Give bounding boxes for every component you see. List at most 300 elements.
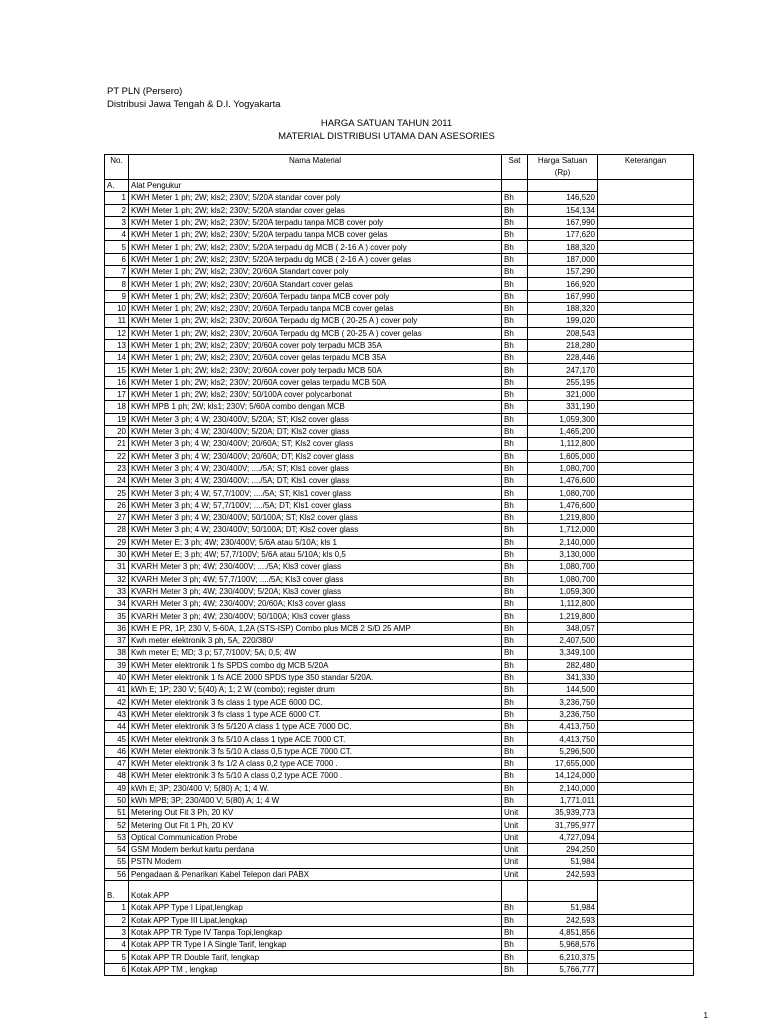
- item-unit-price: 31,795,977: [528, 819, 598, 831]
- table-row: [105, 475, 694, 487]
- item-keterangan: [598, 253, 694, 265]
- item-material-name: kWh E; 3P; 230/400 V; 5(80) A; 1; 4 W.: [129, 782, 502, 794]
- table-row: [105, 868, 694, 880]
- item-unit-price: 3,349,100: [528, 647, 598, 659]
- item-unit-price: 166,920: [528, 278, 598, 290]
- item-material-name: Optical Communication Probe: [129, 831, 502, 843]
- item-unit-price: 247,170: [528, 364, 598, 376]
- item-keterangan: [598, 721, 694, 733]
- item-keterangan: [598, 939, 694, 951]
- item-unit: Bh: [502, 548, 528, 560]
- table-body: [105, 180, 694, 976]
- item-material-name: KWH Meter 1 ph; 2W; kls2; 230V; 20/60A Standart cover poly: [129, 266, 502, 278]
- table-row: [105, 450, 694, 462]
- item-unit: Bh: [502, 425, 528, 437]
- item-material-name: Kwh meter E; MD; 3 p; 57,7/100V; 5A; 0,5; 4W: [129, 647, 502, 659]
- item-number: 6: [105, 253, 129, 265]
- header-nama-material: Nama Material: [129, 155, 502, 168]
- item-number: 49: [105, 782, 129, 794]
- empty-cell: [502, 890, 528, 902]
- item-material-name: KWH Meter 1 ph; 2W; kls2; 230V; 20/60A Terpadu dg MCB ( 20-25 A ) cover poly: [129, 315, 502, 327]
- item-number: 26: [105, 499, 129, 511]
- item-number: 10: [105, 302, 129, 314]
- item-unit: Bh: [502, 327, 528, 339]
- item-material-name: KWH Meter 1 ph; 2W; kls2; 230V; 20/60A cover poly terpadu MCB 35A: [129, 339, 502, 351]
- table-row: [105, 302, 694, 314]
- item-unit-price: 282,480: [528, 659, 598, 671]
- item-keterangan: [598, 352, 694, 364]
- item-keterangan: [598, 278, 694, 290]
- item-material-name: KWH Meter 1 ph; 2W; kls2; 230V; 5/20A terpadu tanpa MCB cover poly: [129, 216, 502, 228]
- item-unit-price: 14,124,000: [528, 770, 598, 782]
- item-number: 20: [105, 425, 129, 437]
- table-row: [105, 733, 694, 745]
- header-no: No.: [105, 155, 129, 168]
- table-row: [105, 634, 694, 646]
- item-keterangan: [598, 794, 694, 806]
- item-unit: Bh: [502, 192, 528, 204]
- page-number: 1: [703, 1011, 708, 1020]
- item-unit: Bh: [502, 475, 528, 487]
- item-material-name: KWH Meter 1 ph; 2W; kls2; 230V; 20/60A Terpadu tanpa MCB cover poly: [129, 290, 502, 302]
- item-number: 47: [105, 757, 129, 769]
- item-material-name: KVARH Meter 3 ph; 4W; 230/400V; 20/60A; Kls3 cover glass: [129, 598, 502, 610]
- item-unit: Bh: [502, 794, 528, 806]
- item-unit-price: 2,140,000: [528, 536, 598, 548]
- item-material-name: KWH Meter 1 ph; 2W; kls2; 230V; 20/60A cover gelas terpadu MCB 35A: [129, 352, 502, 364]
- item-unit-price: 228,446: [528, 352, 598, 364]
- item-material-name: KWH Meter 3 ph; 4 W; 230/400V; ..../5A; ST; Kls1 cover glass: [129, 462, 502, 474]
- item-unit: Bh: [502, 389, 528, 401]
- table-row: [105, 413, 694, 425]
- item-keterangan: [598, 548, 694, 560]
- item-unit-price: 341,330: [528, 671, 598, 683]
- empty-cell: [502, 880, 528, 890]
- item-keterangan: [598, 671, 694, 683]
- item-number: 19: [105, 413, 129, 425]
- item-keterangan: [598, 561, 694, 573]
- item-keterangan: [598, 807, 694, 819]
- table-row: [105, 951, 694, 963]
- item-number: 12: [105, 327, 129, 339]
- item-keterangan: [598, 512, 694, 524]
- item-number: 55: [105, 856, 129, 868]
- empty-cell: [598, 180, 694, 192]
- table-row: [105, 770, 694, 782]
- table-row: [105, 819, 694, 831]
- item-unit: Bh: [502, 253, 528, 265]
- item-unit: Bh: [502, 438, 528, 450]
- table-row: [105, 229, 694, 241]
- table-row: [105, 401, 694, 413]
- item-unit: Unit: [502, 819, 528, 831]
- item-keterangan: [598, 573, 694, 585]
- item-material-name: Metering Out Fit 1 Ph, 20 KV: [129, 819, 502, 831]
- item-number: 1: [105, 192, 129, 204]
- item-keterangan: [598, 302, 694, 314]
- item-unit: Bh: [502, 561, 528, 573]
- empty-cell: [105, 880, 129, 890]
- item-material-name: KWH MPB 1 ph; 2W; kls1; 230V; 5/60A combo dengan MCB: [129, 401, 502, 413]
- item-unit: Bh: [502, 721, 528, 733]
- table-row: [105, 512, 694, 524]
- item-unit-price: 51,984: [528, 902, 598, 914]
- item-material-name: GSM Modem berkut kartu perdana: [129, 844, 502, 856]
- item-unit: Bh: [502, 499, 528, 511]
- item-unit: Bh: [502, 585, 528, 597]
- table-row: [105, 684, 694, 696]
- empty-cell: [502, 180, 528, 192]
- item-number: 38: [105, 647, 129, 659]
- item-number: 28: [105, 524, 129, 536]
- item-unit: Bh: [502, 782, 528, 794]
- item-number: 53: [105, 831, 129, 843]
- item-number: 29: [105, 536, 129, 548]
- item-unit-price: 17,655,000: [528, 757, 598, 769]
- table-row: [105, 963, 694, 975]
- table-row: [105, 315, 694, 327]
- table-row: [105, 266, 694, 278]
- item-unit-price: 1,465,200: [528, 425, 598, 437]
- item-unit: Bh: [502, 708, 528, 720]
- item-number: 23: [105, 462, 129, 474]
- item-keterangan: [598, 425, 694, 437]
- table-row: [105, 794, 694, 806]
- document-subtitle: MATERIAL DISTRIBUSI UTAMA DAN ASESORIES: [278, 131, 495, 142]
- section-row: [105, 890, 694, 902]
- table-row: [105, 585, 694, 597]
- item-keterangan: [598, 475, 694, 487]
- item-unit-price: 4,413,750: [528, 721, 598, 733]
- header-sat-cont: [502, 167, 528, 180]
- item-material-name: KWH Meter elektronik 3 fs 5/10 A class 0,2 type ACE 7000 .: [129, 770, 502, 782]
- item-unit-price: 167,990: [528, 290, 598, 302]
- item-unit: Unit: [502, 807, 528, 819]
- table-row: [105, 902, 694, 914]
- item-unit: Bh: [502, 914, 528, 926]
- item-keterangan: [598, 856, 694, 868]
- item-keterangan: [598, 401, 694, 413]
- item-unit-price: 1,219,800: [528, 610, 598, 622]
- table-row: [105, 536, 694, 548]
- item-unit-price: 199,020: [528, 315, 598, 327]
- price-table: [104, 154, 694, 976]
- item-number: 3: [105, 926, 129, 938]
- item-material-name: Kotak APP Type I Lipat,lengkap: [129, 902, 502, 914]
- item-material-name: KWH Meter elektronik 3 fs 5/120 A class 1 type ACE 7000 DC.: [129, 721, 502, 733]
- item-material-name: Kotak APP TR Type I A Single Tarif, lengkap: [129, 939, 502, 951]
- item-keterangan: [598, 536, 694, 548]
- item-number: 16: [105, 376, 129, 388]
- item-keterangan: [598, 450, 694, 462]
- item-unit: Bh: [502, 376, 528, 388]
- item-material-name: KVARH Meter 3 ph; 4W; 230/400V; 50/100A; Kls3 cover glass: [129, 610, 502, 622]
- table-row: [105, 622, 694, 634]
- item-keterangan: [598, 290, 694, 302]
- item-unit: Bh: [502, 524, 528, 536]
- item-material-name: Metering Out Fit 3 Ph, 20 KV: [129, 807, 502, 819]
- item-material-name: Kotak APP TR Type IV Tanpa Topi,lengkap: [129, 926, 502, 938]
- item-unit: Bh: [502, 770, 528, 782]
- item-unit-price: 242,593: [528, 868, 598, 880]
- table-row: [105, 745, 694, 757]
- item-unit: Bh: [502, 315, 528, 327]
- item-number: 31: [105, 561, 129, 573]
- item-keterangan: [598, 462, 694, 474]
- item-keterangan: [598, 757, 694, 769]
- header-no-cont: [105, 167, 129, 180]
- item-material-name: Kotak APP TR Double Tarif, lengkap: [129, 951, 502, 963]
- item-number: 46: [105, 745, 129, 757]
- item-number: 6: [105, 963, 129, 975]
- item-material-name: KWH Meter elektronik 3 fs 5/10 A class 0,5 type ACE 7000 CT.: [129, 745, 502, 757]
- table-row: [105, 721, 694, 733]
- item-number: 34: [105, 598, 129, 610]
- item-number: 5: [105, 241, 129, 253]
- item-unit: Bh: [502, 733, 528, 745]
- item-unit: Bh: [502, 229, 528, 241]
- item-keterangan: [598, 413, 694, 425]
- header-nama-cont: [129, 167, 502, 180]
- table-row: [105, 253, 694, 265]
- item-keterangan: [598, 831, 694, 843]
- section-name: Alat Pengukur: [129, 180, 502, 192]
- item-unit-price: 1,112,800: [528, 598, 598, 610]
- table-row: [105, 216, 694, 228]
- table-row: [105, 708, 694, 720]
- item-keterangan: [598, 684, 694, 696]
- item-number: 54: [105, 844, 129, 856]
- item-material-name: KWH Meter 3 ph; 4 W; 230/400V; 20/60A; ST; Kls2 cover glass: [129, 438, 502, 450]
- item-unit-price: 177,620: [528, 229, 598, 241]
- table-row: [105, 339, 694, 351]
- item-material-name: kWh E; 1P; 230 V; 5(40) A; 1; 2 W (combo); register drum: [129, 684, 502, 696]
- item-unit-price: 1,080,700: [528, 462, 598, 474]
- item-keterangan: [598, 339, 694, 351]
- item-unit-price: 208,543: [528, 327, 598, 339]
- item-number: 9: [105, 290, 129, 302]
- item-number: 22: [105, 450, 129, 462]
- item-unit: Bh: [502, 487, 528, 499]
- table-row: [105, 389, 694, 401]
- item-unit-price: 1,476,600: [528, 475, 598, 487]
- item-number: 41: [105, 684, 129, 696]
- item-unit: Bh: [502, 939, 528, 951]
- item-unit-price: 1,219,800: [528, 512, 598, 524]
- item-unit: Bh: [502, 745, 528, 757]
- item-material-name: KWH Meter 3 ph; 4 W; 230/400V; 50/100A; ST; Kls2 cover glass: [129, 512, 502, 524]
- item-keterangan: [598, 438, 694, 450]
- table-row: [105, 462, 694, 474]
- table-row: [105, 647, 694, 659]
- item-number: 42: [105, 696, 129, 708]
- item-material-name: KWH Meter 3 ph; 4 W; 230/400V; 5/20A; ST; Kls2 cover glass: [129, 413, 502, 425]
- item-unit: Bh: [502, 364, 528, 376]
- document-title: HARGA SATUAN TAHUN 2011: [320, 118, 453, 129]
- table-row: [105, 782, 694, 794]
- item-unit-price: 167,990: [528, 216, 598, 228]
- item-unit-price: 1,112,800: [528, 438, 598, 450]
- item-material-name: KWH Meter 3 ph; 4 W; 230/400V; 20/60A; DT; Kls2 cover glass: [129, 450, 502, 462]
- item-material-name: KWH Meter 3 ph; 4 W; 57,7/100V; ..../5A; DT; Kls1 cover glass: [129, 499, 502, 511]
- item-material-name: KWH Meter 1 ph; 2W; kls2; 230V; 20/60A Terpadu tanpa MCB cover gelas: [129, 302, 502, 314]
- item-unit: Bh: [502, 696, 528, 708]
- item-keterangan: [598, 819, 694, 831]
- table-row: [105, 290, 694, 302]
- item-number: 44: [105, 721, 129, 733]
- item-keterangan: [598, 634, 694, 646]
- item-unit: Bh: [502, 926, 528, 938]
- item-material-name: KWH Meter 1 ph; 2W; kls2; 230V; 5/20A terpadu dg MCB ( 2-16 A ) cover poly: [129, 241, 502, 253]
- item-unit: Bh: [502, 512, 528, 524]
- item-keterangan: [598, 364, 694, 376]
- item-unit-price: 187,000: [528, 253, 598, 265]
- table-row: [105, 914, 694, 926]
- table-row: [105, 856, 694, 868]
- item-unit-price: 294,250: [528, 844, 598, 856]
- table-row: [105, 696, 694, 708]
- item-material-name: PSTN Modem: [129, 856, 502, 868]
- item-number: 33: [105, 585, 129, 597]
- item-unit-price: 242,593: [528, 914, 598, 926]
- item-unit-price: 5,766,777: [528, 963, 598, 975]
- empty-cell: [528, 890, 598, 902]
- item-unit-price: 5,296,500: [528, 745, 598, 757]
- item-keterangan: [598, 376, 694, 388]
- item-keterangan: [598, 315, 694, 327]
- item-unit: Bh: [502, 462, 528, 474]
- item-number: 52: [105, 819, 129, 831]
- item-number: 48: [105, 770, 129, 782]
- item-unit-price: 51,984: [528, 856, 598, 868]
- item-unit: Bh: [502, 963, 528, 975]
- table-row: [105, 610, 694, 622]
- item-unit-price: 157,290: [528, 266, 598, 278]
- item-keterangan: [598, 598, 694, 610]
- table-row: [105, 659, 694, 671]
- empty-cell: [598, 890, 694, 902]
- division-name: Distribusi Jawa Tengah & D.I. Yogyakarta: [107, 99, 281, 110]
- item-unit: Bh: [502, 241, 528, 253]
- item-keterangan: [598, 696, 694, 708]
- item-unit-price: 154,134: [528, 204, 598, 216]
- item-keterangan: [598, 266, 694, 278]
- item-number: 7: [105, 266, 129, 278]
- item-material-name: KWH Meter 1 ph; 2W; kls2; 230V; 20/60A Terpadu dg MCB ( 20-25 A ) cover gelas: [129, 327, 502, 339]
- item-material-name: KVARH Meter 3 ph; 4W; 57,7/100V; ..../5A; Kls3 cover glass: [129, 573, 502, 585]
- item-unit-price: 146,520: [528, 192, 598, 204]
- header-keterangan: Keterangan: [598, 155, 694, 168]
- item-keterangan: [598, 926, 694, 938]
- item-material-name: KWH Meter 3 ph; 4 W; 230/400V; 5/20A; DT; Kls2 cover glass: [129, 425, 502, 437]
- item-unit-price: 1,080,700: [528, 561, 598, 573]
- item-material-name: KWH Meter E; 3 ph; 4W; 57,7/100V; 5/6A atau 5/10A; kls 0,5: [129, 548, 502, 560]
- table-row: [105, 598, 694, 610]
- item-keterangan: [598, 610, 694, 622]
- table-row: [105, 548, 694, 560]
- item-unit: Bh: [502, 573, 528, 585]
- item-unit: Bh: [502, 204, 528, 216]
- item-number: 2: [105, 914, 129, 926]
- item-keterangan: [598, 389, 694, 401]
- item-unit-price: 1,712,000: [528, 524, 598, 536]
- item-number: 39: [105, 659, 129, 671]
- item-unit-price: 1,476,600: [528, 499, 598, 511]
- item-keterangan: [598, 659, 694, 671]
- item-number: 27: [105, 512, 129, 524]
- item-material-name: KWH Meter E; 3 ph; 4W; 230/400V; 5/6A atau 5/10A; kls 1: [129, 536, 502, 548]
- item-unit-price: 2,140,000: [528, 782, 598, 794]
- item-unit: Bh: [502, 339, 528, 351]
- table-row: [105, 438, 694, 450]
- item-unit-price: 188,320: [528, 241, 598, 253]
- table-row: [105, 939, 694, 951]
- item-material-name: Kotak APP Type III Lipat,lengkap: [129, 914, 502, 926]
- item-unit-price: 1,771,011: [528, 794, 598, 806]
- item-number: 15: [105, 364, 129, 376]
- item-number: 37: [105, 634, 129, 646]
- item-unit: Unit: [502, 831, 528, 843]
- item-unit: Bh: [502, 278, 528, 290]
- item-unit-price: 144,500: [528, 684, 598, 696]
- item-material-name: KWH Meter elektronik 3 fs class 1 type ACE 6000 DC.: [129, 696, 502, 708]
- item-keterangan: [598, 914, 694, 926]
- item-unit: Bh: [502, 610, 528, 622]
- item-unit-price: 35,939,773: [528, 807, 598, 819]
- header-ket-cont: [598, 167, 694, 180]
- item-unit: Bh: [502, 659, 528, 671]
- price-table-container: [104, 154, 693, 976]
- item-unit-price: 3,130,000: [528, 548, 598, 560]
- item-keterangan: [598, 951, 694, 963]
- item-keterangan: [598, 585, 694, 597]
- table-row: [105, 926, 694, 938]
- item-keterangan: [598, 327, 694, 339]
- item-unit: Bh: [502, 536, 528, 548]
- empty-cell: [528, 880, 598, 890]
- item-unit-price: 255,195: [528, 376, 598, 388]
- item-unit-price: 331,190: [528, 401, 598, 413]
- item-unit: Unit: [502, 856, 528, 868]
- item-material-name: KWH Meter 3 ph; 4 W; 230/400V; 50/100A; DT; Kls2 cover glass: [129, 524, 502, 536]
- item-number: 24: [105, 475, 129, 487]
- item-unit: Bh: [502, 902, 528, 914]
- item-unit-price: 1,059,300: [528, 413, 598, 425]
- item-number: 4: [105, 939, 129, 951]
- table-row: [105, 376, 694, 388]
- item-number: 11: [105, 315, 129, 327]
- item-keterangan: [598, 524, 694, 536]
- item-unit: Unit: [502, 844, 528, 856]
- item-unit: Bh: [502, 684, 528, 696]
- item-material-name: KVARH Meter 3 ph; 4W; 230/400V; 5/20A; Kls3 cover glass: [129, 585, 502, 597]
- item-keterangan: [598, 192, 694, 204]
- item-unit: Bh: [502, 598, 528, 610]
- section-row: [105, 180, 694, 192]
- item-material-name: KWH Meter 1 ph; 2W; kls2; 230V; 20/60A cover gelas terpadu MCB 50A: [129, 376, 502, 388]
- item-number: 17: [105, 389, 129, 401]
- item-unit-price: 348,057: [528, 622, 598, 634]
- table-row: [105, 204, 694, 216]
- item-keterangan: [598, 963, 694, 975]
- item-unit: Bh: [502, 757, 528, 769]
- item-number: 45: [105, 733, 129, 745]
- item-number: 18: [105, 401, 129, 413]
- item-unit: Bh: [502, 352, 528, 364]
- item-material-name: KWH Meter 1 ph; 2W; kls2; 230V; 20/60A cover poly terpadu MCB 50A: [129, 364, 502, 376]
- item-number: 35: [105, 610, 129, 622]
- table-row: [105, 241, 694, 253]
